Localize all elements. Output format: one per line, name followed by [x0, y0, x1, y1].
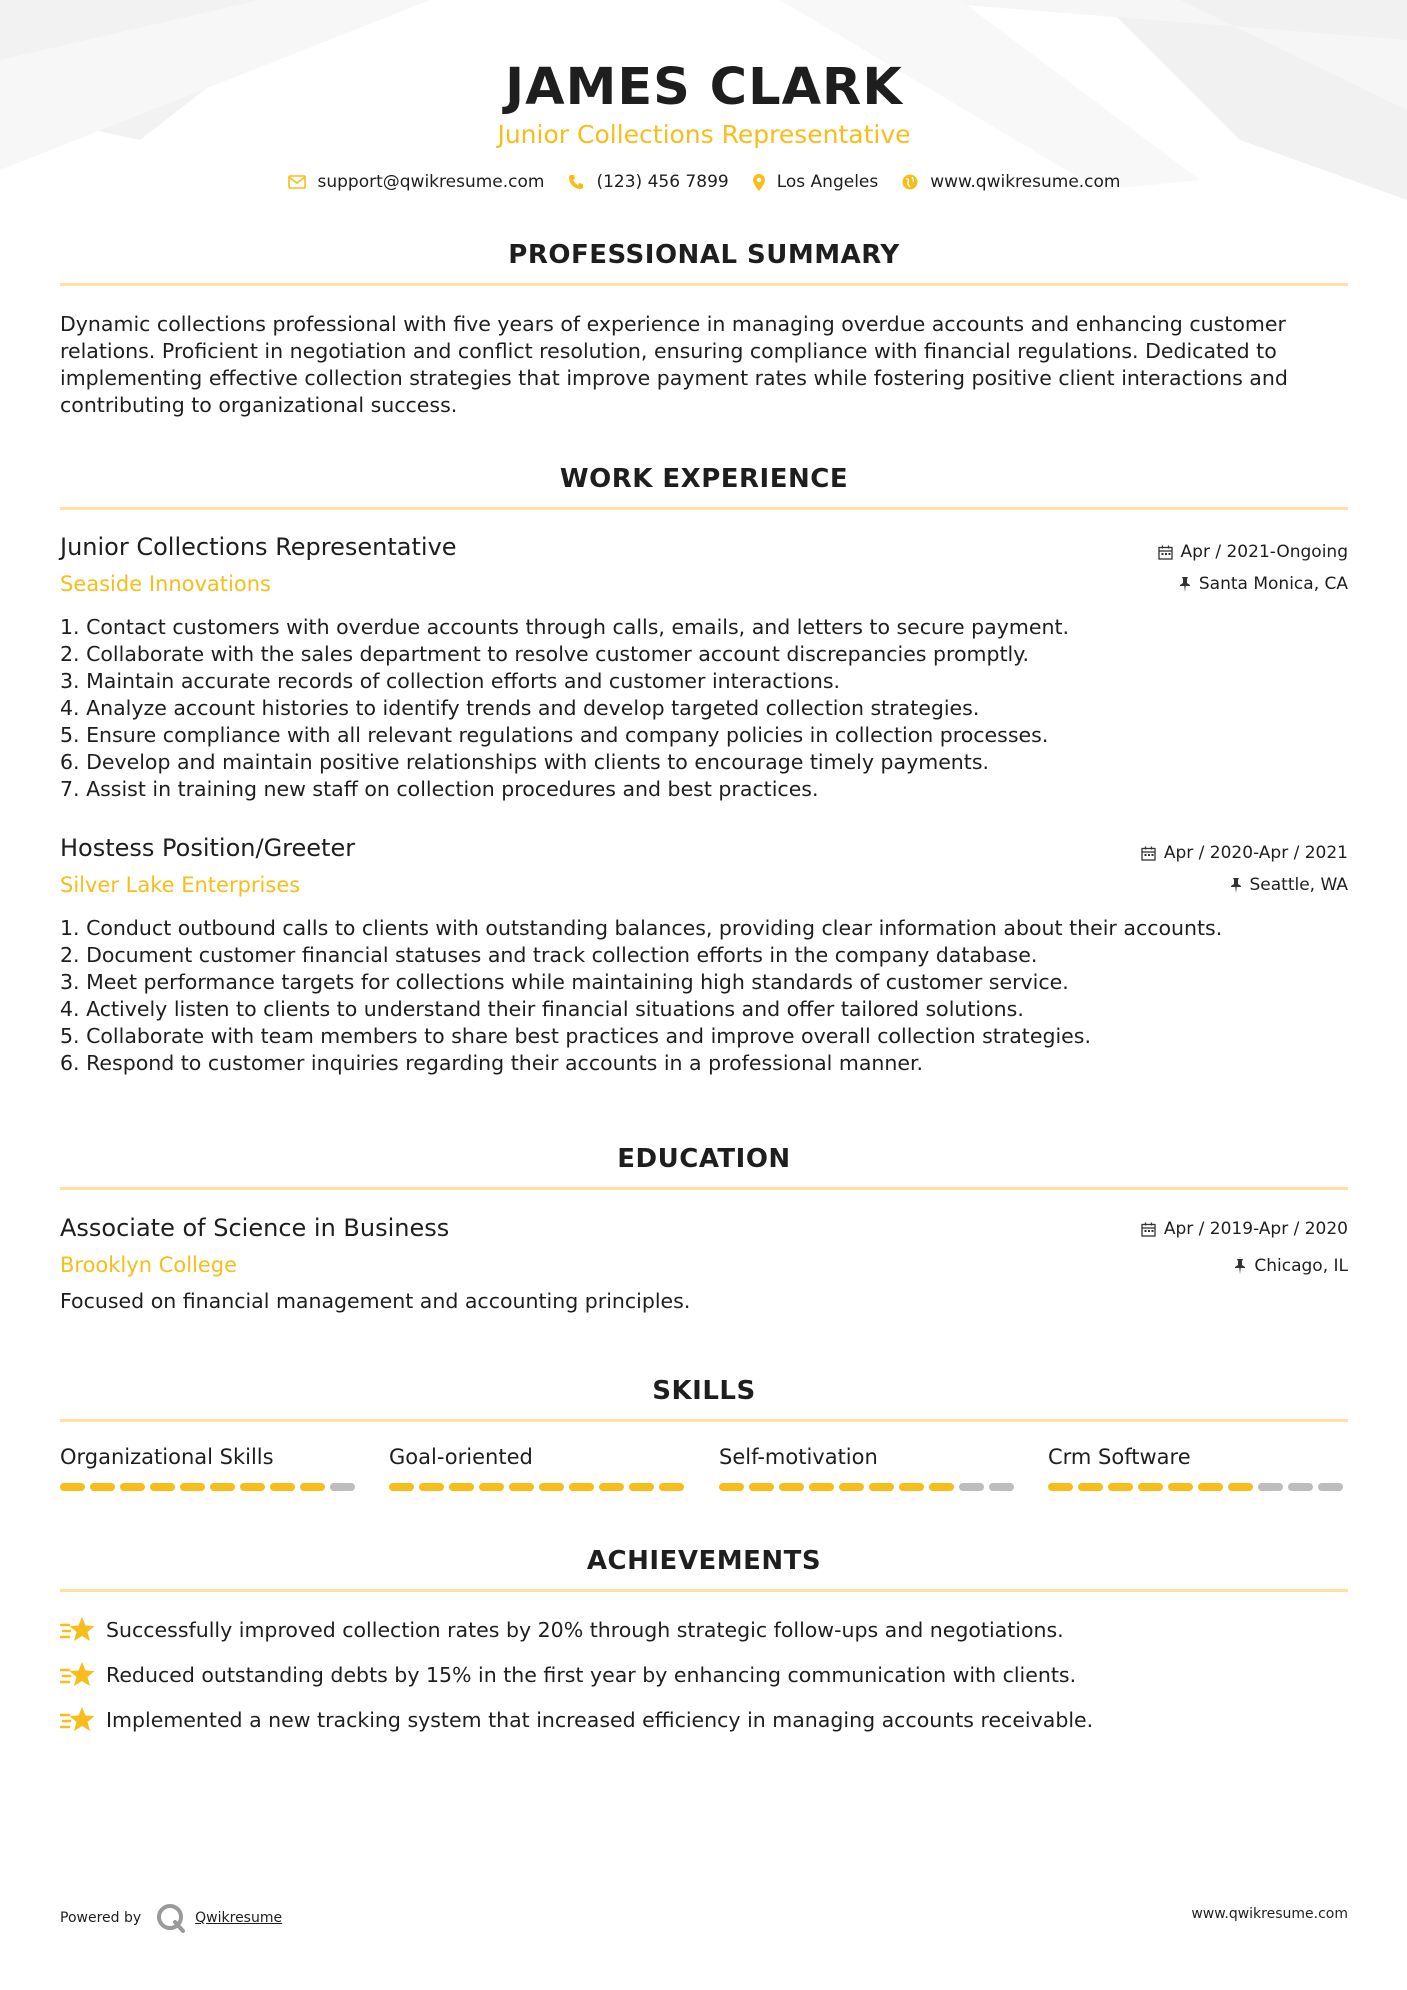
contact-location — [753, 172, 879, 192]
skill-segment-filled — [1138, 1483, 1163, 1491]
contact-website-text: www.qwikresume.com — [930, 172, 1121, 192]
contact-email-text: support@qwikresume.com — [317, 172, 545, 192]
footer-powered-by — [60, 1903, 282, 1933]
job-location-text: Seattle, WA — [1249, 875, 1348, 895]
skill-segment-filled — [240, 1483, 265, 1491]
candidate-title: Junior Collections Representative — [497, 120, 911, 149]
experience-heading: WORK EXPERIENCE — [559, 464, 849, 494]
summary-line: Dynamic collections professional with five years of experience in managing overdue accounts and enhancing customer — [60, 312, 1286, 336]
section-divider — [60, 1419, 1348, 1422]
star-achievement-icon — [60, 1660, 96, 1690]
skill-name: Organizational Skills — [60, 1445, 274, 1469]
list-item: 7. Assist in training new staff on collection procedures and best practices. — [60, 777, 819, 801]
skill-segment-empty — [959, 1483, 984, 1491]
summary-text — [60, 311, 1348, 419]
list-item: 5. Collaborate with team members to share best practices and improve overall collection strategies. — [60, 1024, 1091, 1048]
calendar-icon — [1141, 846, 1156, 861]
skill-segment-filled — [1198, 1483, 1223, 1491]
skill-segment-filled — [569, 1483, 594, 1491]
contact-location-text: Los Angeles — [776, 172, 879, 192]
skill-segment-filled — [779, 1483, 804, 1491]
education-description: Focused on financial management and accounting principles. — [60, 1289, 691, 1313]
calendar-icon — [1141, 1222, 1156, 1237]
education-dates-text: Apr / 2019-Apr / 2020 — [1163, 1219, 1348, 1239]
skill-segment-filled — [509, 1483, 534, 1491]
company-name: Seaside Innovations — [60, 572, 271, 596]
skill-name: Crm Software — [1048, 1445, 1191, 1469]
skill-rating-bar — [60, 1483, 360, 1491]
contact-email[interactable] — [288, 172, 545, 192]
qwikresume-logo-icon — [155, 1903, 189, 1933]
skill-segment-filled — [479, 1483, 504, 1491]
skill-segment-filled — [60, 1483, 85, 1491]
job-title: Junior Collections Representative — [60, 533, 457, 561]
skill-segment-filled — [1168, 1483, 1193, 1491]
skill-rating-bar — [1048, 1483, 1348, 1491]
job-dates-text: Apr / 2020-Apr / 2021 — [1163, 843, 1348, 863]
section-divider — [60, 1187, 1348, 1190]
skill-name: Self-motivation — [719, 1445, 878, 1469]
list-item: 3. Maintain accurate records of collection efforts and customer interactions. — [60, 669, 841, 693]
degree-title: Associate of Science in Business — [60, 1214, 450, 1242]
skill-segment-filled — [869, 1483, 894, 1491]
summary-heading: PROFESSIONAL SUMMARY — [508, 240, 900, 270]
skill-segment-filled — [599, 1483, 624, 1491]
job-dates — [1158, 542, 1348, 562]
achievement-item — [60, 1705, 1093, 1735]
skill-segment-filled — [389, 1483, 414, 1491]
list-item: 2. Document customer financial statuses and track collection efforts in the company database. — [60, 943, 1038, 967]
list-item: 5. Ensure compliance with all relevant regulations and company policies in collection processes. — [60, 723, 1049, 747]
skill-rating-bar — [389, 1483, 689, 1491]
contact-bar — [60, 172, 1348, 192]
skill-rating-bar — [719, 1483, 1019, 1491]
skill-segment-filled — [1078, 1483, 1103, 1491]
skill-segment-filled — [899, 1483, 924, 1491]
job-responsibilities — [60, 915, 1348, 1077]
globe-icon — [902, 174, 918, 190]
contact-phone[interactable] — [568, 172, 728, 192]
skill-segment-empty — [1318, 1483, 1343, 1491]
footer-website[interactable]: www.qwikresume.com — [1191, 1906, 1348, 1922]
skill-segment-empty — [330, 1483, 355, 1491]
list-item: 4. Analyze account histories to identify trends and develop targeted collection strategies. — [60, 696, 980, 720]
skill-item — [389, 1445, 689, 1491]
list-item: 6. Develop and maintain positive relationships with clients to encourage timely payments. — [60, 750, 990, 774]
section-divider — [60, 507, 1348, 510]
skill-segment-filled — [449, 1483, 474, 1491]
contact-website[interactable] — [902, 172, 1120, 192]
calendar-icon — [1158, 545, 1173, 560]
list-item: 1. Conduct outbound calls to clients with outstanding balances, providing clear information about their accounts. — [60, 916, 1223, 940]
education-location-text: Chicago, IL — [1254, 1256, 1348, 1276]
education-dates — [1141, 1219, 1348, 1239]
skill-segment-filled — [659, 1483, 684, 1491]
list-item: 3. Meet performance targets for collections while maintaining high standards of customer service. — [60, 970, 1069, 994]
skill-segment-filled — [839, 1483, 864, 1491]
summary-line: implementing effective collection strategies that improve payment rates while fostering positive client interactions and — [60, 366, 1288, 390]
list-item: 4. Actively listen to clients to understand their financial situations and offer tailored solutions. — [60, 997, 1024, 1021]
skill-segment-filled — [929, 1483, 954, 1491]
skill-segment-filled — [809, 1483, 834, 1491]
pushpin-icon — [1234, 1259, 1246, 1274]
candidate-name: JAMES CLARK — [505, 58, 903, 117]
achievements-heading: ACHIEVEMENTS — [586, 1546, 822, 1576]
company-name: Silver Lake Enterprises — [60, 873, 301, 897]
skill-segment-filled — [719, 1483, 744, 1491]
section-divider — [60, 1589, 1348, 1592]
powered-by-label: Powered by — [60, 1910, 142, 1926]
star-achievement-icon — [60, 1615, 96, 1645]
skill-segment-filled — [1048, 1483, 1073, 1491]
skill-item — [719, 1445, 1019, 1491]
job-dates — [1141, 843, 1348, 863]
envelope-icon — [288, 175, 306, 189]
skill-segment-filled — [120, 1483, 145, 1491]
section-divider — [60, 283, 1348, 286]
star-achievement-icon — [60, 1705, 96, 1735]
skill-segment-filled — [180, 1483, 205, 1491]
achievement-text: Implemented a new tracking system that increased efficiency in managing accounts receivable. — [106, 1708, 1094, 1732]
job-location — [1179, 574, 1348, 594]
list-item: 1. Contact customers with overdue accounts through calls, emails, and letters to secure payment. — [60, 615, 1069, 639]
skill-segment-empty — [1288, 1483, 1313, 1491]
summary-line: contributing to organizational success. — [60, 393, 458, 417]
achievement-text: Reduced outstanding debts by 15% in the first year by enhancing communication with clients. — [106, 1663, 1077, 1687]
skill-segment-filled — [419, 1483, 444, 1491]
skill-segment-filled — [1108, 1483, 1133, 1491]
list-item: 6. Respond to customer inquiries regarding their accounts in a professional manner. — [60, 1051, 924, 1075]
achievement-item — [60, 1615, 1064, 1645]
location-pin-icon — [753, 174, 765, 191]
pushpin-icon — [1230, 878, 1242, 893]
skill-segment-filled — [90, 1483, 115, 1491]
education-heading: EDUCATION — [617, 1144, 791, 1174]
skill-item — [1048, 1445, 1348, 1491]
education-location — [1234, 1256, 1348, 1276]
job-dates-text: Apr / 2021-Ongoing — [1180, 542, 1348, 562]
resume-page — [60, 0, 1348, 1990]
achievement-text: Successfully improved collection rates by 20% through strategic follow-ups and negotiations. — [106, 1618, 1064, 1642]
contact-phone-text: (123) 456 7899 — [596, 172, 729, 192]
skill-segment-filled — [629, 1483, 654, 1491]
phone-icon — [568, 174, 584, 190]
school-name: Brooklyn College — [60, 1253, 238, 1277]
pushpin-icon — [1179, 577, 1191, 592]
skill-segment-empty — [989, 1483, 1014, 1491]
job-responsibilities — [60, 614, 1348, 803]
skills-heading: SKILLS — [652, 1376, 756, 1406]
list-item: 2. Collaborate with the sales department to resolve customer account discrepancies promptly. — [60, 642, 1029, 666]
job-location-text: Santa Monica, CA — [1198, 574, 1348, 594]
skill-segment-filled — [270, 1483, 295, 1491]
summary-line: relations. Proficient in negotiation and conflict resolution, ensuring compliance with financial regulations. Dedicated to — [60, 339, 1277, 363]
job-title: Hostess Position/Greeter — [60, 834, 356, 862]
skill-item — [60, 1445, 360, 1491]
skill-segment-filled — [749, 1483, 774, 1491]
skill-name: Goal-oriented — [389, 1445, 533, 1469]
skill-segment-filled — [1228, 1483, 1253, 1491]
skill-segment-empty — [1258, 1483, 1283, 1491]
skill-segment-filled — [150, 1483, 175, 1491]
skill-segment-filled — [210, 1483, 235, 1491]
skill-segment-filled — [539, 1483, 564, 1491]
skill-segment-filled — [300, 1483, 325, 1491]
achievement-item — [60, 1660, 1076, 1690]
qwikresume-link[interactable]: Qwikresume — [195, 1910, 283, 1926]
job-location — [1230, 875, 1349, 895]
